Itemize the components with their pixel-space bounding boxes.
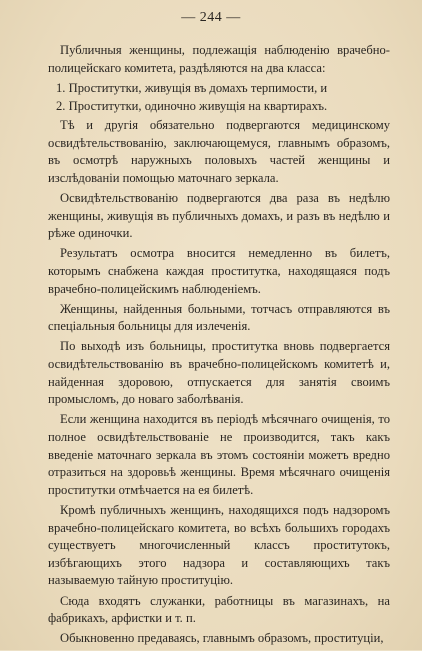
paragraph: Освидѣтельствованію подвергаются два раза въ недѣлю женщины, живущія въ публичныхъ домахъ, и разъ въ недѣлю и рѣже одиночки. — [48, 190, 390, 241]
paragraph: Тѣ и другія обязательно подвергаются медицинскому освидѣтельствованію, заключающемуся, главнымъ образомъ, въ осмотрѣ наружныхъ половыхъ частей женщины и изслѣдованіи помощью маточнаго зеркала. — [48, 117, 390, 185]
paragraph: Обыкновенно предаваясь, главнымъ образомъ, проституціи, — [60, 631, 384, 646]
list-item: 1. Проститутки, живущія въ домахъ терпимости, и — [56, 80, 328, 95]
paragraph: Кромѣ публичныхъ женщинъ, находящихся подъ надзоромъ врачебно-полицейскаго комитета, во всѣхъ большихъ городахъ существуетъ многочисленный классъ проститутокъ, избѣгающихъ этого надзора и составляющихъ такъ называемую тайную проституцію. — [48, 503, 390, 588]
paragraph: Публичныя женщины, подлежащія наблюденію врачебно-полицейскаго комитета, раздѣляются на два класса: — [48, 43, 390, 75]
paragraph: Результатъ осмотра вносится немедленно въ билетъ, которымъ снабжена каждая проститутка, находящаяся подъ врачебно-полицейскимъ наблюденіемъ. — [48, 246, 390, 296]
body-text — [48, 42, 390, 651]
paragraph: Женщины, найденныя больными, тотчасъ отправляются въ спеціальныя больницы для излеченія. — [48, 301, 390, 334]
paragraph: Сюда входятъ служанки, работницы въ магазинахъ, на фабрикахъ, арфистки и т. п. — [48, 593, 390, 626]
list-item: 2. Проститутки, одиночно живущія на квартирахъ. — [56, 99, 328, 114]
page-number: — 244 — — [181, 10, 241, 25]
paragraph: Если женщина находится въ періодѣ мѣсячнаго очищенія, то полное освидѣтельствованіе не производится, такъ какъ введеніе маточнаго зеркала въ этомъ состояніи можетъ вредно отразиться на здоровьѣ женщины. Время мѣсячнаго очищенія проститутки отмѣчается на ея билетѣ. — [48, 412, 390, 497]
paragraph: По выходѣ изъ больницы, проститутка вновь подвергается освидѣтельствованію въ врачебно-полицейскомъ комитетѣ и, найденная здоровою, отпускается для занятія своимъ промысломъ, до новаго заболѣванія. — [48, 339, 390, 407]
